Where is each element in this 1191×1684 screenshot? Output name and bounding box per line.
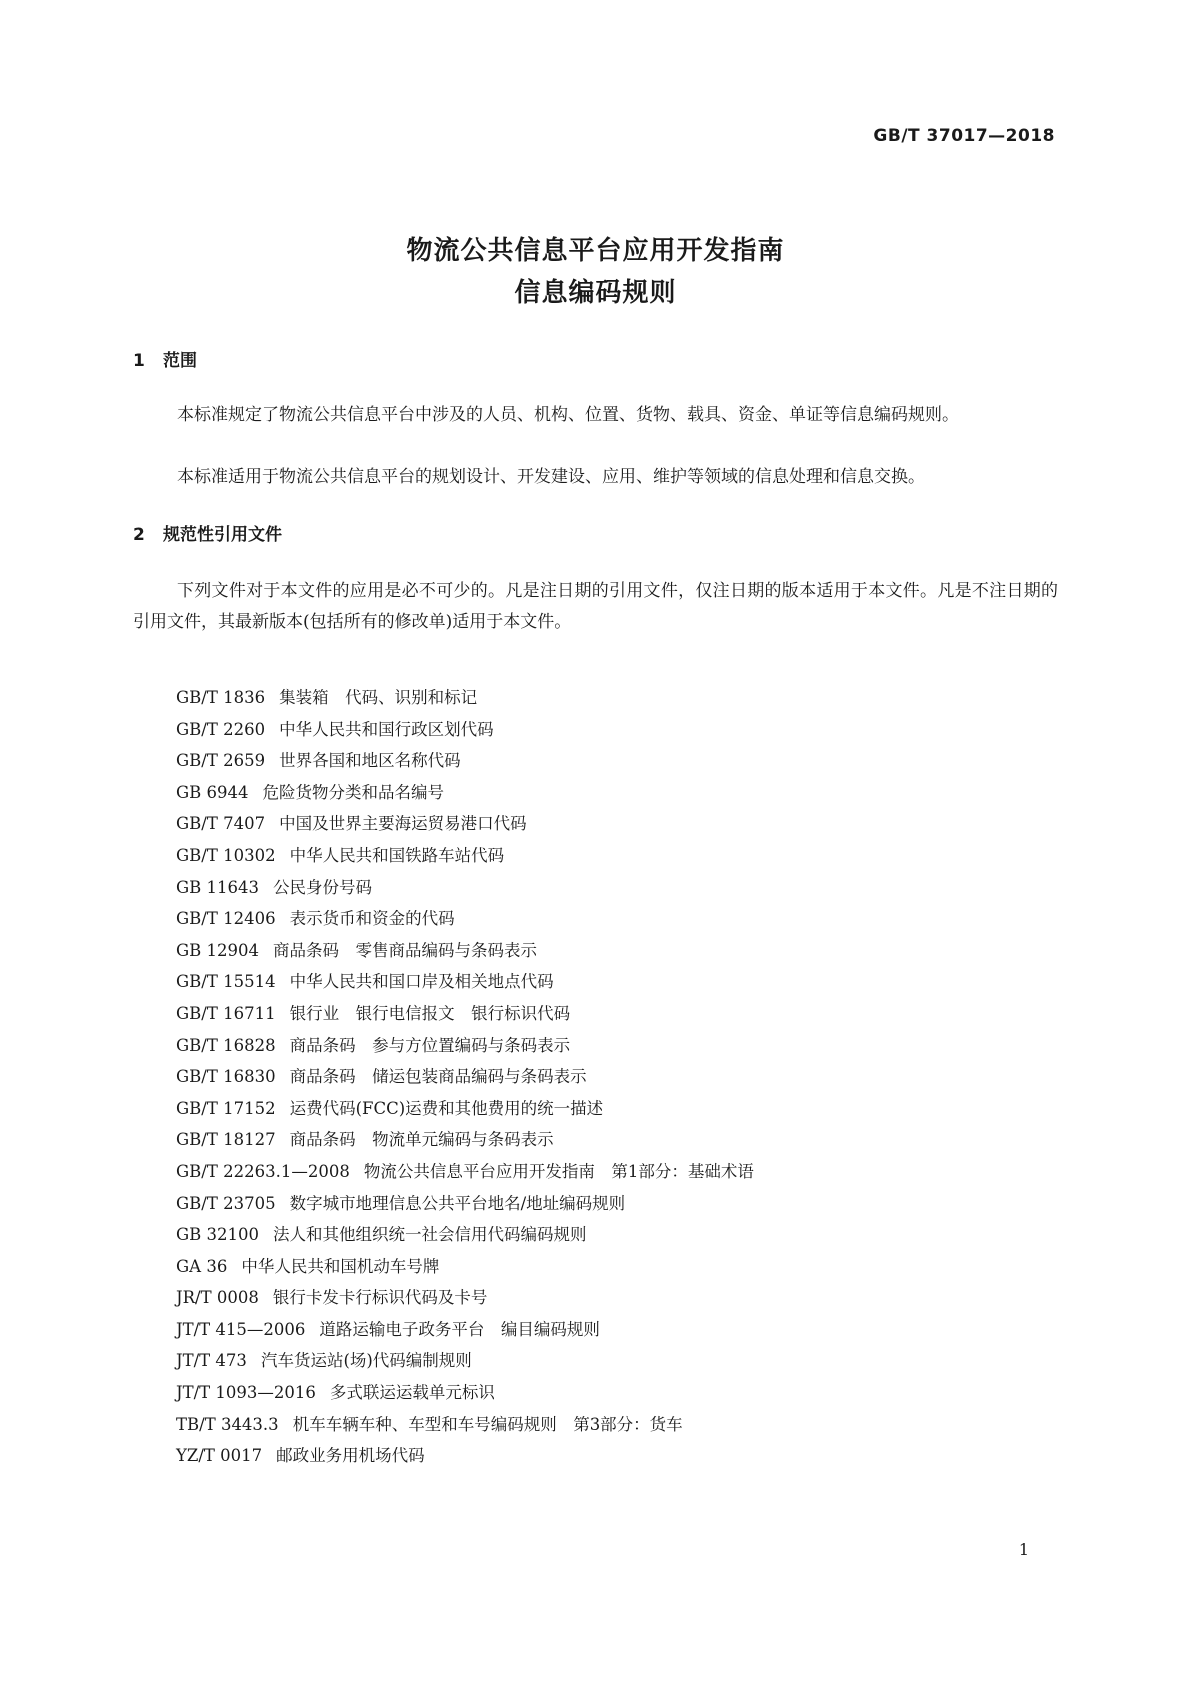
reference-title: 法人和其他组织统一社会信用代码编码规则 — [273, 1225, 587, 1245]
reference-item — [176, 1440, 754, 1472]
reference-code: TB/T 3443.3 — [176, 1414, 279, 1434]
reference-list — [176, 682, 754, 1472]
section-2-intro: 下列文件对于本文件的应用是必不可少的。凡是注日期的引用文件，仅注日期的版本适用于本文件。凡是不注日期的引用文件，其最新版本(包括所有的修改单)适用于本文件。 — [133, 581, 1058, 632]
reference-item — [176, 998, 754, 1030]
reference-title: 中华人民共和国口岸及相关地点代码 — [289, 972, 554, 992]
reference-title: 机车车辆车种、车型和车号编码规则 第3部分：货车 — [292, 1414, 683, 1434]
reference-title: 中华人民共和国行政区划代码 — [279, 719, 494, 739]
standard-code: GB/T 37017—2018 — [873, 126, 1055, 146]
reference-title: 多式联运运载单元标识 — [329, 1383, 495, 1403]
reference-item — [176, 1061, 754, 1093]
reference-title: 表示货币和资金的代码 — [289, 909, 455, 929]
reference-code: GB/T 1836 — [176, 688, 266, 707]
reference-item — [176, 1156, 754, 1188]
reference-code: GB/T 15514 — [176, 972, 276, 992]
reference-item — [176, 808, 754, 840]
reference-title: 银行业 银行电信报文 银行标识代码 — [289, 1003, 571, 1023]
reference-code: JT/T 473 — [176, 1351, 247, 1371]
reference-code: GB/T 16828 — [176, 1035, 276, 1055]
reference-code: JT/T 415—2006 — [176, 1319, 306, 1339]
reference-code: GB/T 18127 — [176, 1130, 276, 1150]
reference-title: 商品条码 零售商品编码与条码表示 — [273, 940, 538, 960]
reference-item — [176, 935, 754, 967]
section-1-paragraph-1: 本标准规定了物流公共信息平台中涉及的人员、机构、位置、货物、载具、资金、单证等信息编码规则。 — [177, 405, 959, 425]
reference-item — [176, 714, 754, 746]
reference-title: 道路运输电子政务平台 编目编码规则 — [319, 1319, 600, 1339]
reference-title: 危险货物分类和品名编号 — [262, 782, 445, 802]
reference-item — [176, 777, 754, 809]
reference-code: YZ/T 0017 — [176, 1446, 263, 1466]
reference-item — [176, 872, 754, 904]
reference-item — [176, 1251, 754, 1283]
reference-item — [176, 1377, 754, 1409]
page-number: 1 — [1018, 1540, 1029, 1559]
reference-code: GB 32100 — [176, 1225, 260, 1245]
reference-item — [176, 745, 754, 777]
reference-code: GB 11643 — [176, 877, 260, 897]
reference-item — [176, 1345, 754, 1377]
reference-code: GB 6944 — [176, 782, 249, 802]
reference-title: 中华人民共和国铁路车站代码 — [289, 845, 505, 865]
reference-item — [176, 840, 754, 872]
reference-title: 公民身份号码 — [273, 877, 373, 897]
reference-code: GA 36 — [176, 1256, 228, 1276]
reference-item — [176, 1188, 754, 1220]
reference-title: 世界各国和地区名称代码 — [279, 751, 461, 771]
title-line-2: 信息编码规则 — [514, 278, 677, 308]
section-2-title: 规范性引用文件 — [163, 525, 282, 545]
reference-item — [176, 1093, 754, 1125]
reference-item — [176, 1219, 754, 1251]
reference-code: JR/T 0008 — [176, 1288, 259, 1308]
title-line-1: 物流公共信息平台应用开发指南 — [406, 236, 785, 266]
reference-item — [176, 682, 754, 714]
reference-code: GB/T 2659 — [176, 751, 266, 771]
reference-code: GB/T 7407 — [176, 814, 266, 834]
section-2-heading — [133, 520, 282, 545]
reference-item — [176, 903, 754, 935]
section-1-paragraph-2: 本标准适用于物流公共信息平台的规划设计、开发建设、应用、维护等领域的信息处理和信息交换。 — [177, 467, 925, 487]
reference-code: GB/T 2260 — [176, 719, 266, 739]
reference-title: 中华人民共和国机动车号牌 — [241, 1256, 440, 1276]
reference-code: GB/T 10302 — [176, 845, 276, 865]
reference-code: GB/T 17152 — [176, 1098, 276, 1118]
reference-item — [176, 966, 754, 998]
section-1-title: 范围 — [163, 351, 197, 371]
reference-title: 中国及世界主要海运贸易港口代码 — [279, 814, 527, 834]
reference-title: 商品条码 物流单元编码与条码表示 — [289, 1130, 554, 1150]
reference-code: GB/T 16830 — [176, 1067, 276, 1087]
section-2-number: 2 — [133, 525, 145, 545]
reference-title: 商品条码 参与方位置编码与条码表示 — [289, 1035, 571, 1055]
section-1-heading — [133, 346, 197, 371]
reference-title: 集装箱 代码、识别和标记 — [279, 688, 478, 707]
document-title — [0, 230, 1191, 314]
reference-code: GB 12904 — [176, 940, 260, 960]
reference-title: 邮政业务用机场代码 — [276, 1446, 425, 1466]
reference-title: 物流公共信息平台应用开发指南 第1部分：基础术语 — [363, 1161, 754, 1181]
reference-code: GB/T 16711 — [176, 1003, 276, 1023]
reference-code: JT/T 1093—2016 — [176, 1383, 316, 1403]
reference-title: 汽车货运站(场)代码编制规则 — [260, 1351, 472, 1371]
reference-item — [176, 1409, 754, 1441]
reference-title: 银行卡发卡行标识代码及卡号 — [272, 1288, 488, 1308]
reference-item — [176, 1124, 754, 1156]
reference-title: 数字城市地理信息公共平台地名/地址编码规则 — [289, 1193, 626, 1213]
reference-code: GB/T 22263.1—2008 — [176, 1161, 350, 1181]
reference-code: GB/T 23705 — [176, 1193, 276, 1213]
section-1-number: 1 — [133, 351, 145, 371]
reference-item — [176, 1030, 754, 1062]
reference-code: GB/T 12406 — [176, 909, 276, 929]
reference-item — [176, 1282, 754, 1314]
reference-title: 商品条码 储运包装商品编码与条码表示 — [289, 1067, 587, 1087]
reference-title: 运费代码(FCC)运费和其他费用的统一描述 — [289, 1098, 604, 1118]
reference-item — [176, 1314, 754, 1346]
